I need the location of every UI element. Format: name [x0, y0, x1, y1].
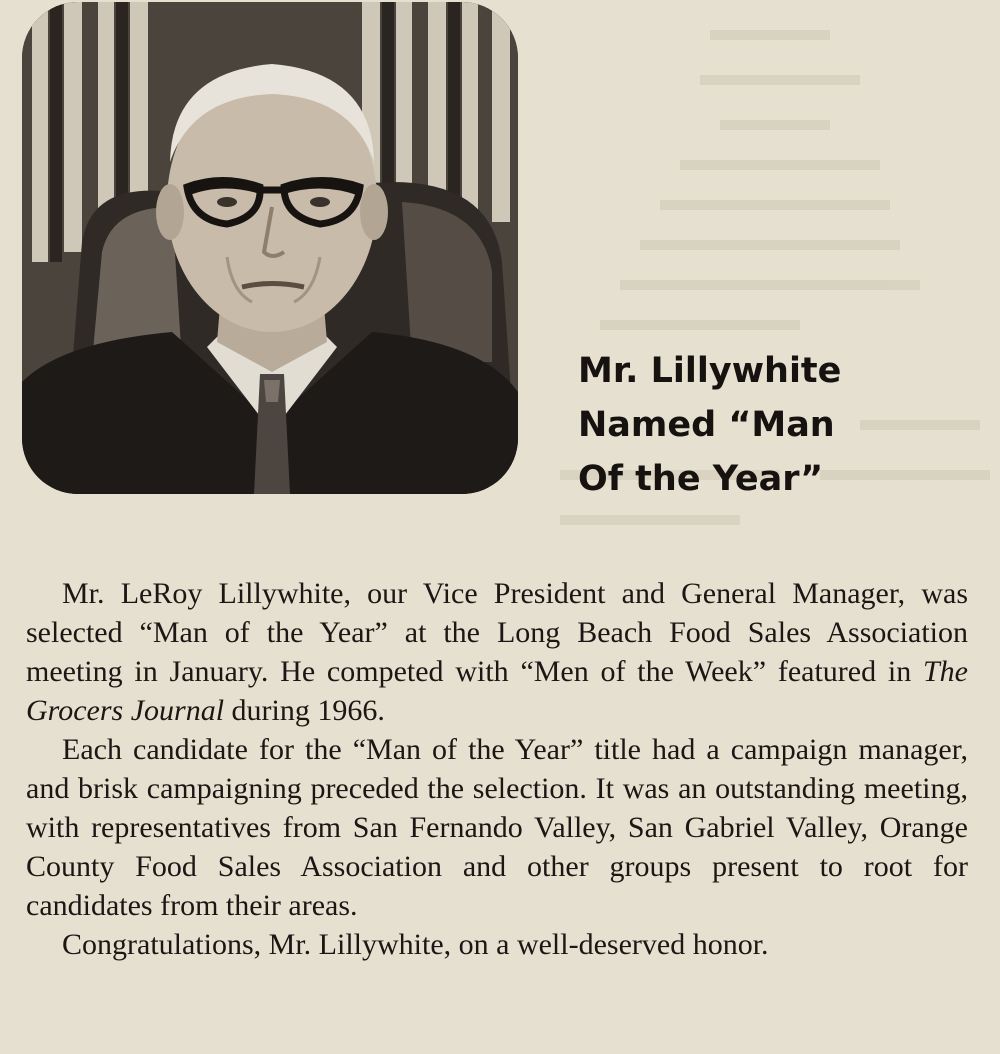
portrait-photo [22, 2, 518, 494]
portrait-illustration [22, 2, 518, 494]
article-headline [578, 344, 978, 506]
paragraph-1-text-a: Mr. LeRoy Lillywhite, our Vice President and General Manager, was selected “Man of the Year” at the Long Beach Food Sales Association meeting in January. He competed with “Men of the Week” featured in [26, 577, 968, 688]
paragraph-1 [26, 574, 968, 730]
headline-line-3: Of the Year” [578, 459, 824, 499]
publication-title: The Grocers Journal [26, 655, 968, 727]
paragraph-3: Congratulations, Mr. Lillywhite, on a well-deserved honor. [62, 928, 769, 961]
headline-line-2: Named “Man [578, 405, 835, 445]
headline-line-1: Mr. Lillywhite [578, 351, 842, 391]
paragraph-1-text-b: during 1966. [224, 694, 385, 727]
paragraph-2: Each candidate for the “Man of the Year” title had a campaign manager, and brisk campaigning preceded the selection. It was an outstanding meeting, with representatives from San Fernando Valley, San Gabriel Valley, Orange County Food Sales Association and other groups present to root for candidates from their areas. [26, 733, 968, 922]
article-body [26, 574, 968, 964]
